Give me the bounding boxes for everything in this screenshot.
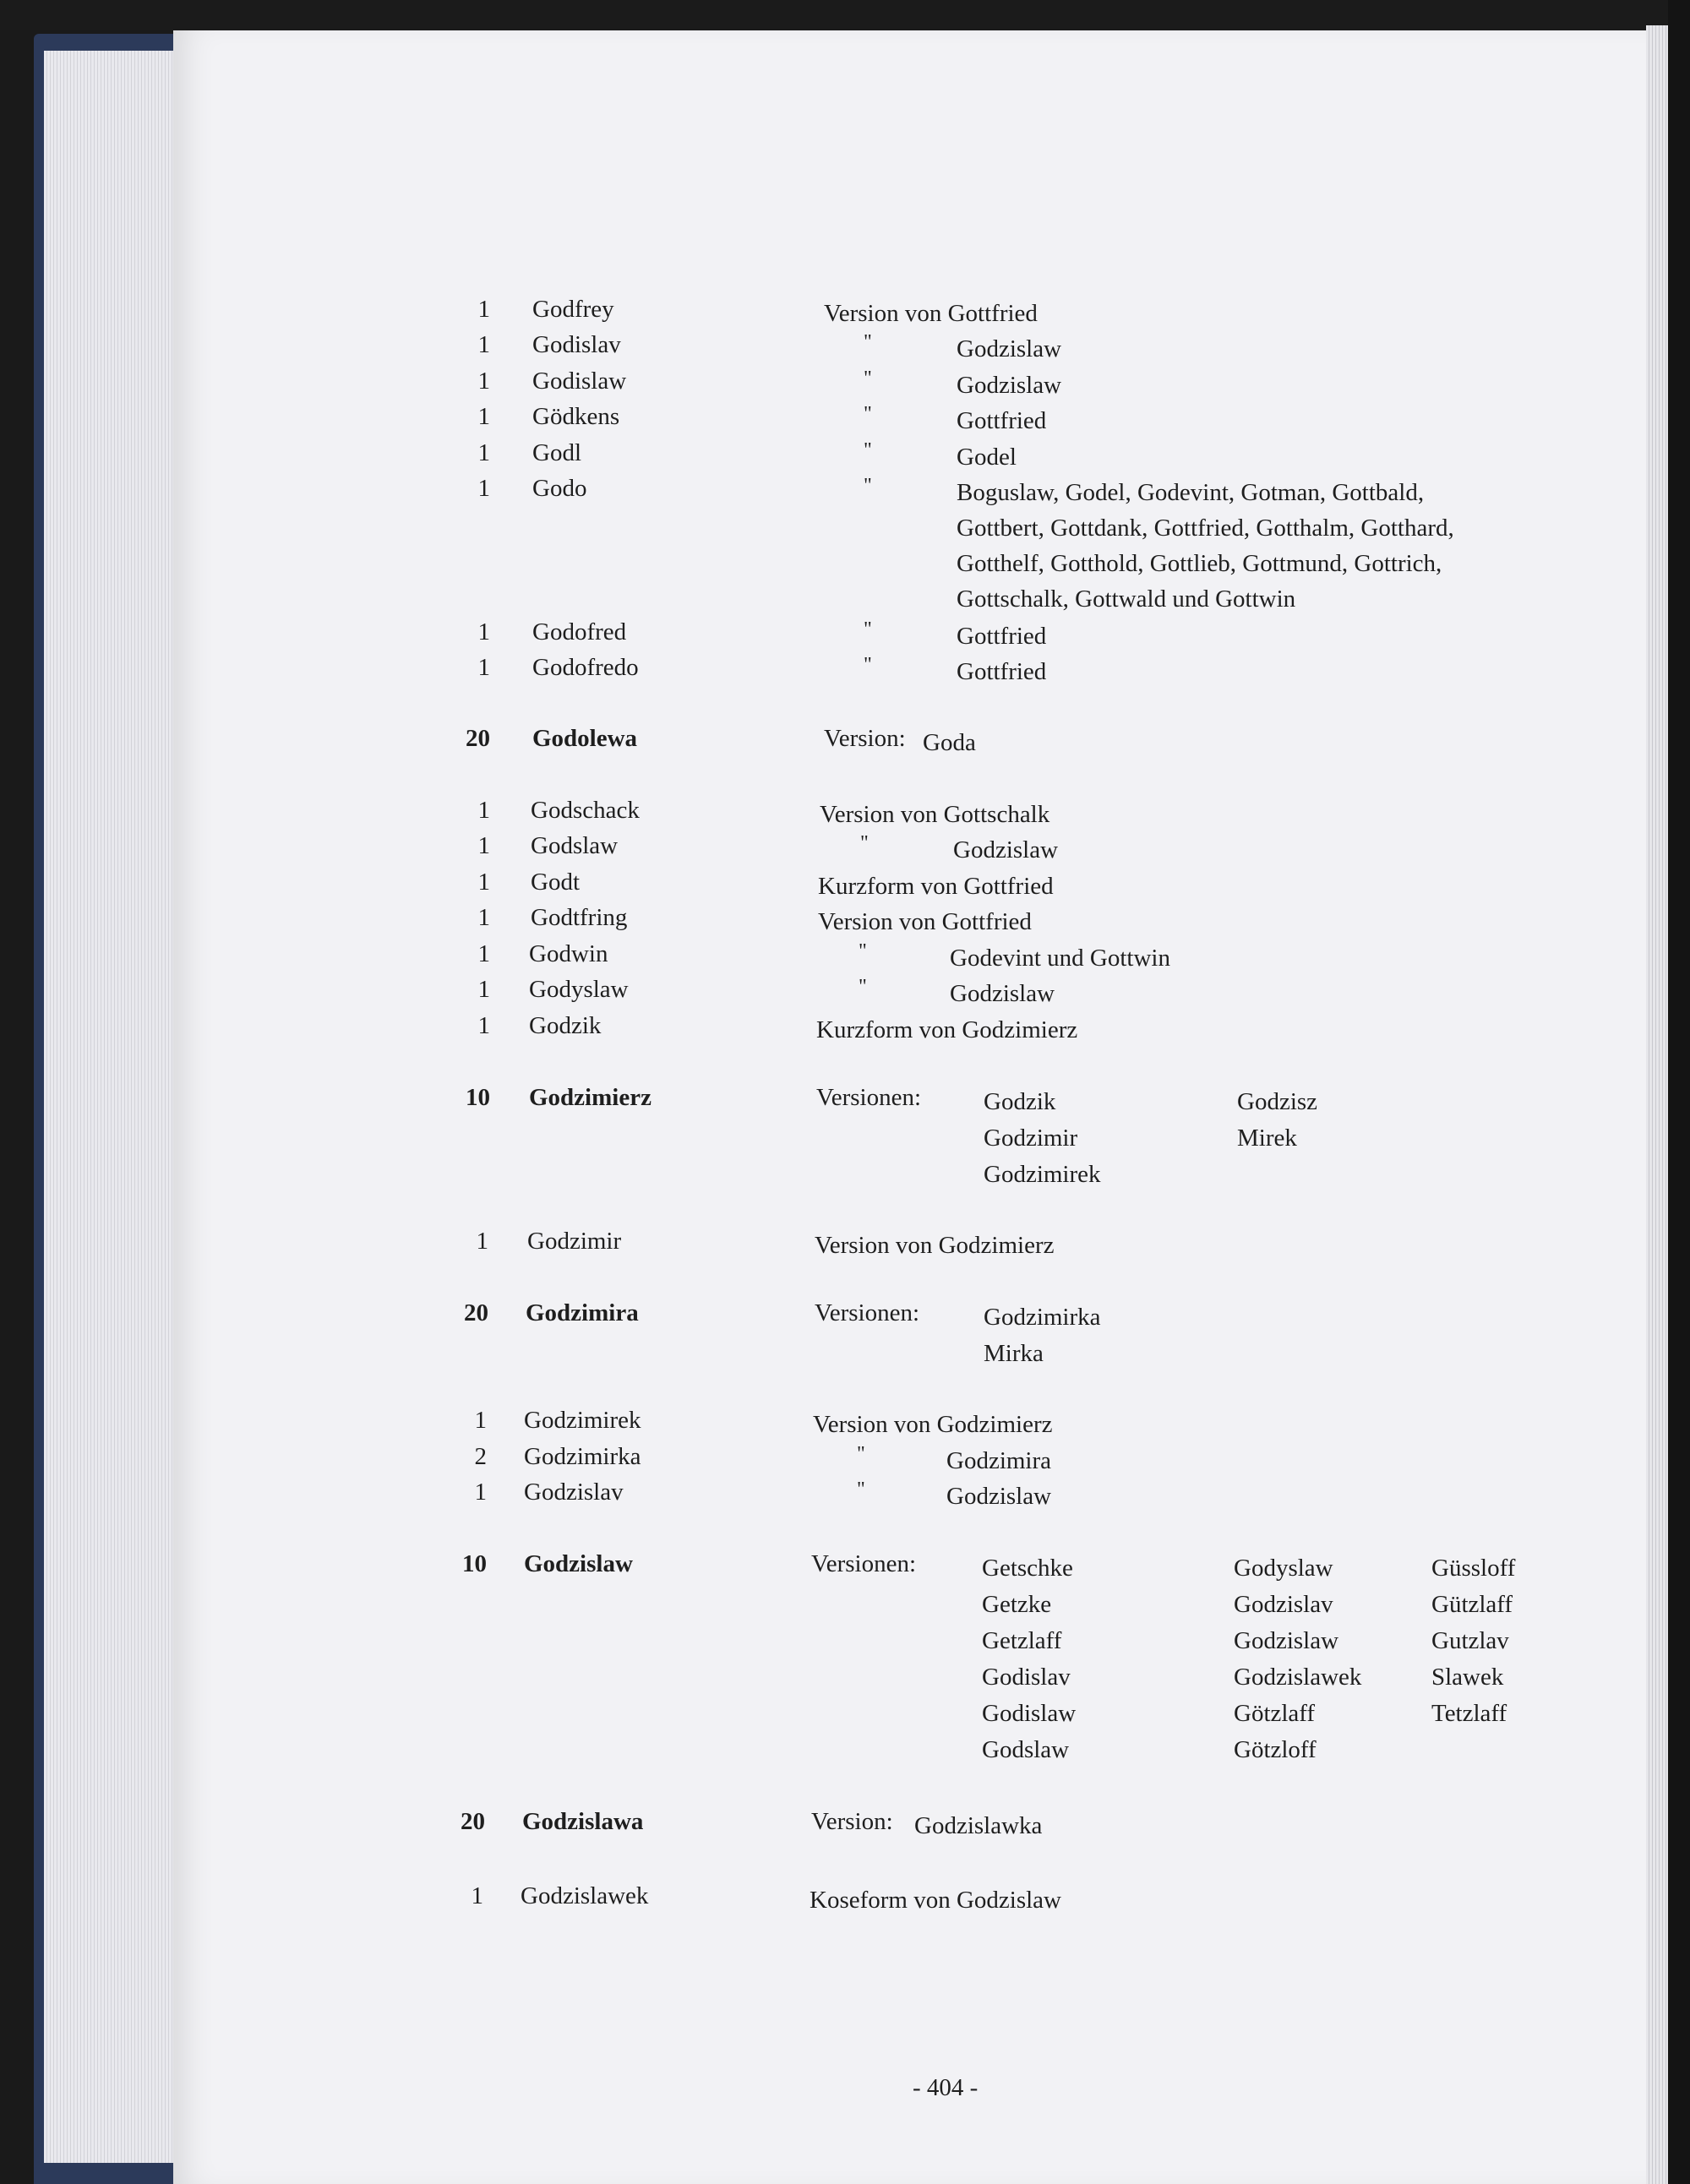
ditto-mark: " xyxy=(857,1443,865,1465)
entry-name: Godofred xyxy=(532,618,627,645)
entry-description: Version von Gottfried xyxy=(824,300,1038,327)
entry-count: 1 xyxy=(477,904,490,931)
entry-reference: Godzislaw xyxy=(957,372,1062,399)
entry-name: Godyslaw xyxy=(529,976,629,1003)
entry-count: 20 xyxy=(464,1299,488,1326)
entry-count: 1 xyxy=(477,475,490,502)
entry-count: 1 xyxy=(477,331,490,358)
entry-reference: Godzimira xyxy=(946,1447,1052,1474)
entry-count: 20 xyxy=(461,1808,485,1835)
versions-label: Version: xyxy=(824,725,906,752)
ditto-mark: " xyxy=(864,439,872,461)
entry-count: 10 xyxy=(462,1550,487,1577)
entry-name: Godzimir xyxy=(527,1228,622,1255)
ditto-mark: " xyxy=(864,368,872,389)
ditto-mark: " xyxy=(857,1479,865,1500)
entry-description: Kurzform von Godzimierz xyxy=(816,1016,1078,1043)
entry-name: Godislaw xyxy=(532,368,627,395)
ditto-mark: " xyxy=(864,654,872,676)
entry-count: 1 xyxy=(477,797,490,824)
entry-name: Godschack xyxy=(531,797,640,824)
entry-count: 1 xyxy=(477,976,490,1003)
entry-description: Version von Godzimierz xyxy=(813,1411,1053,1438)
entry-description: Version von Gottfried xyxy=(818,908,1032,935)
entry-count: 1 xyxy=(477,296,490,323)
entry-count: 20 xyxy=(466,725,490,752)
entry-count: 1 xyxy=(477,439,490,466)
entry-count: 2 xyxy=(474,1443,487,1470)
versions-column: Godzisz Mirek xyxy=(1237,1088,1318,1152)
entry-name: Godzimirka xyxy=(524,1443,641,1470)
ditto-mark: " xyxy=(864,618,872,640)
entry-description: Kurzform von Gottfried xyxy=(818,873,1054,900)
versions-column: Godzislawka xyxy=(914,1812,1043,1839)
ditto-mark: " xyxy=(859,976,867,998)
versions-label: Versionen: xyxy=(815,1299,920,1326)
ditto-mark: " xyxy=(864,475,872,497)
entry-name: Godfrey xyxy=(532,296,614,323)
page-number: - 404 - xyxy=(913,2074,979,2101)
entry-count: 1 xyxy=(477,832,490,859)
entry-count: 1 xyxy=(474,1479,487,1506)
entry-reference: Godzislaw xyxy=(957,335,1062,362)
entry-name: Godtfring xyxy=(531,904,628,931)
entry-count: 1 xyxy=(477,940,490,967)
entry-description: Version von Godzimierz xyxy=(815,1232,1055,1259)
entry-name: Godzimierz xyxy=(529,1084,651,1111)
entry-reference: Godzislaw xyxy=(950,980,1055,1007)
entry-count: 10 xyxy=(466,1084,490,1111)
entry-reference: Gottfried xyxy=(957,658,1047,685)
entry-reference: Gottfried xyxy=(957,407,1047,434)
entry-reference: Boguslaw, Godel, Godevint, Gotman, Gottbald, Gottbert, Gottdank, Gottfried, Gotthalm, Gotthard, Gotthelf, Gotthold, Gottlieb, Gottmund, Gottrich, Gottschalk, Gottwald und Gottwin xyxy=(957,479,1454,613)
versions-column: Godzimirka Mirka xyxy=(984,1304,1101,1367)
entry-name: Gödkens xyxy=(532,403,620,430)
entry-name: Godzimirek xyxy=(524,1407,641,1434)
versions-label: Version: xyxy=(811,1808,893,1835)
versions-label: Versionen: xyxy=(816,1084,922,1111)
entry-name: Godzislawa xyxy=(522,1808,644,1835)
entry-name: Godzislaw xyxy=(524,1550,633,1577)
ditto-mark: " xyxy=(859,940,867,962)
ditto-mark: " xyxy=(860,832,869,854)
entry-description: Koseform von Godzislaw xyxy=(810,1887,1062,1914)
entry-count: 1 xyxy=(477,869,490,896)
entry-reference: Godzislaw xyxy=(953,836,1059,863)
entry-name: Godwin xyxy=(529,940,608,967)
entry-name: Godofredo xyxy=(532,654,639,681)
entry-name: Godzik xyxy=(529,1012,602,1039)
versions-column: Godyslaw Godzislav Godzislaw Godzislawek Götzlaff Götzloff xyxy=(1234,1555,1362,1763)
entry-count: 1 xyxy=(477,654,490,681)
ditto-mark: " xyxy=(864,403,872,425)
entry-name: Godzimira xyxy=(526,1299,639,1326)
entry-count: 1 xyxy=(476,1228,488,1255)
entry-count: 1 xyxy=(477,368,490,395)
entry-count: 1 xyxy=(471,1882,483,1909)
entry-count: 1 xyxy=(477,403,490,430)
versions-column: Güssloff Gützlaff Gutzlav Slawek Tetzlaff xyxy=(1431,1555,1516,1727)
entry-name: Godo xyxy=(532,475,587,502)
entry-name: Godzislav xyxy=(524,1479,624,1506)
entry-name: Godt xyxy=(531,869,580,896)
entry-reference: Godevint und Gottwin xyxy=(950,945,1170,972)
versions-column: Goda xyxy=(923,729,976,756)
entry-name: Godslaw xyxy=(531,832,619,859)
entry-name: Godolewa xyxy=(532,725,638,752)
entry-reference: Gottfried xyxy=(957,623,1047,650)
versions-column: Getschke Getzke Getzlaff Godislav Godislaw Godslaw xyxy=(982,1555,1077,1763)
entry-name: Godislav xyxy=(532,331,621,358)
ditto-mark: " xyxy=(864,331,872,353)
versions-label: Versionen: xyxy=(811,1550,917,1577)
entry-reference: Godel xyxy=(957,444,1017,471)
entry-reference: Godzislaw xyxy=(946,1483,1052,1510)
entry-count: 1 xyxy=(477,618,490,645)
entry-name: Godl xyxy=(532,439,581,466)
entry-count: 1 xyxy=(474,1407,487,1434)
entry-description: Version von Gottschalk xyxy=(820,801,1050,828)
entry-name: Godzislawek xyxy=(521,1882,649,1909)
entry-count: 1 xyxy=(477,1012,490,1039)
versions-column: Godzik Godzimir Godzimirek xyxy=(984,1088,1101,1188)
